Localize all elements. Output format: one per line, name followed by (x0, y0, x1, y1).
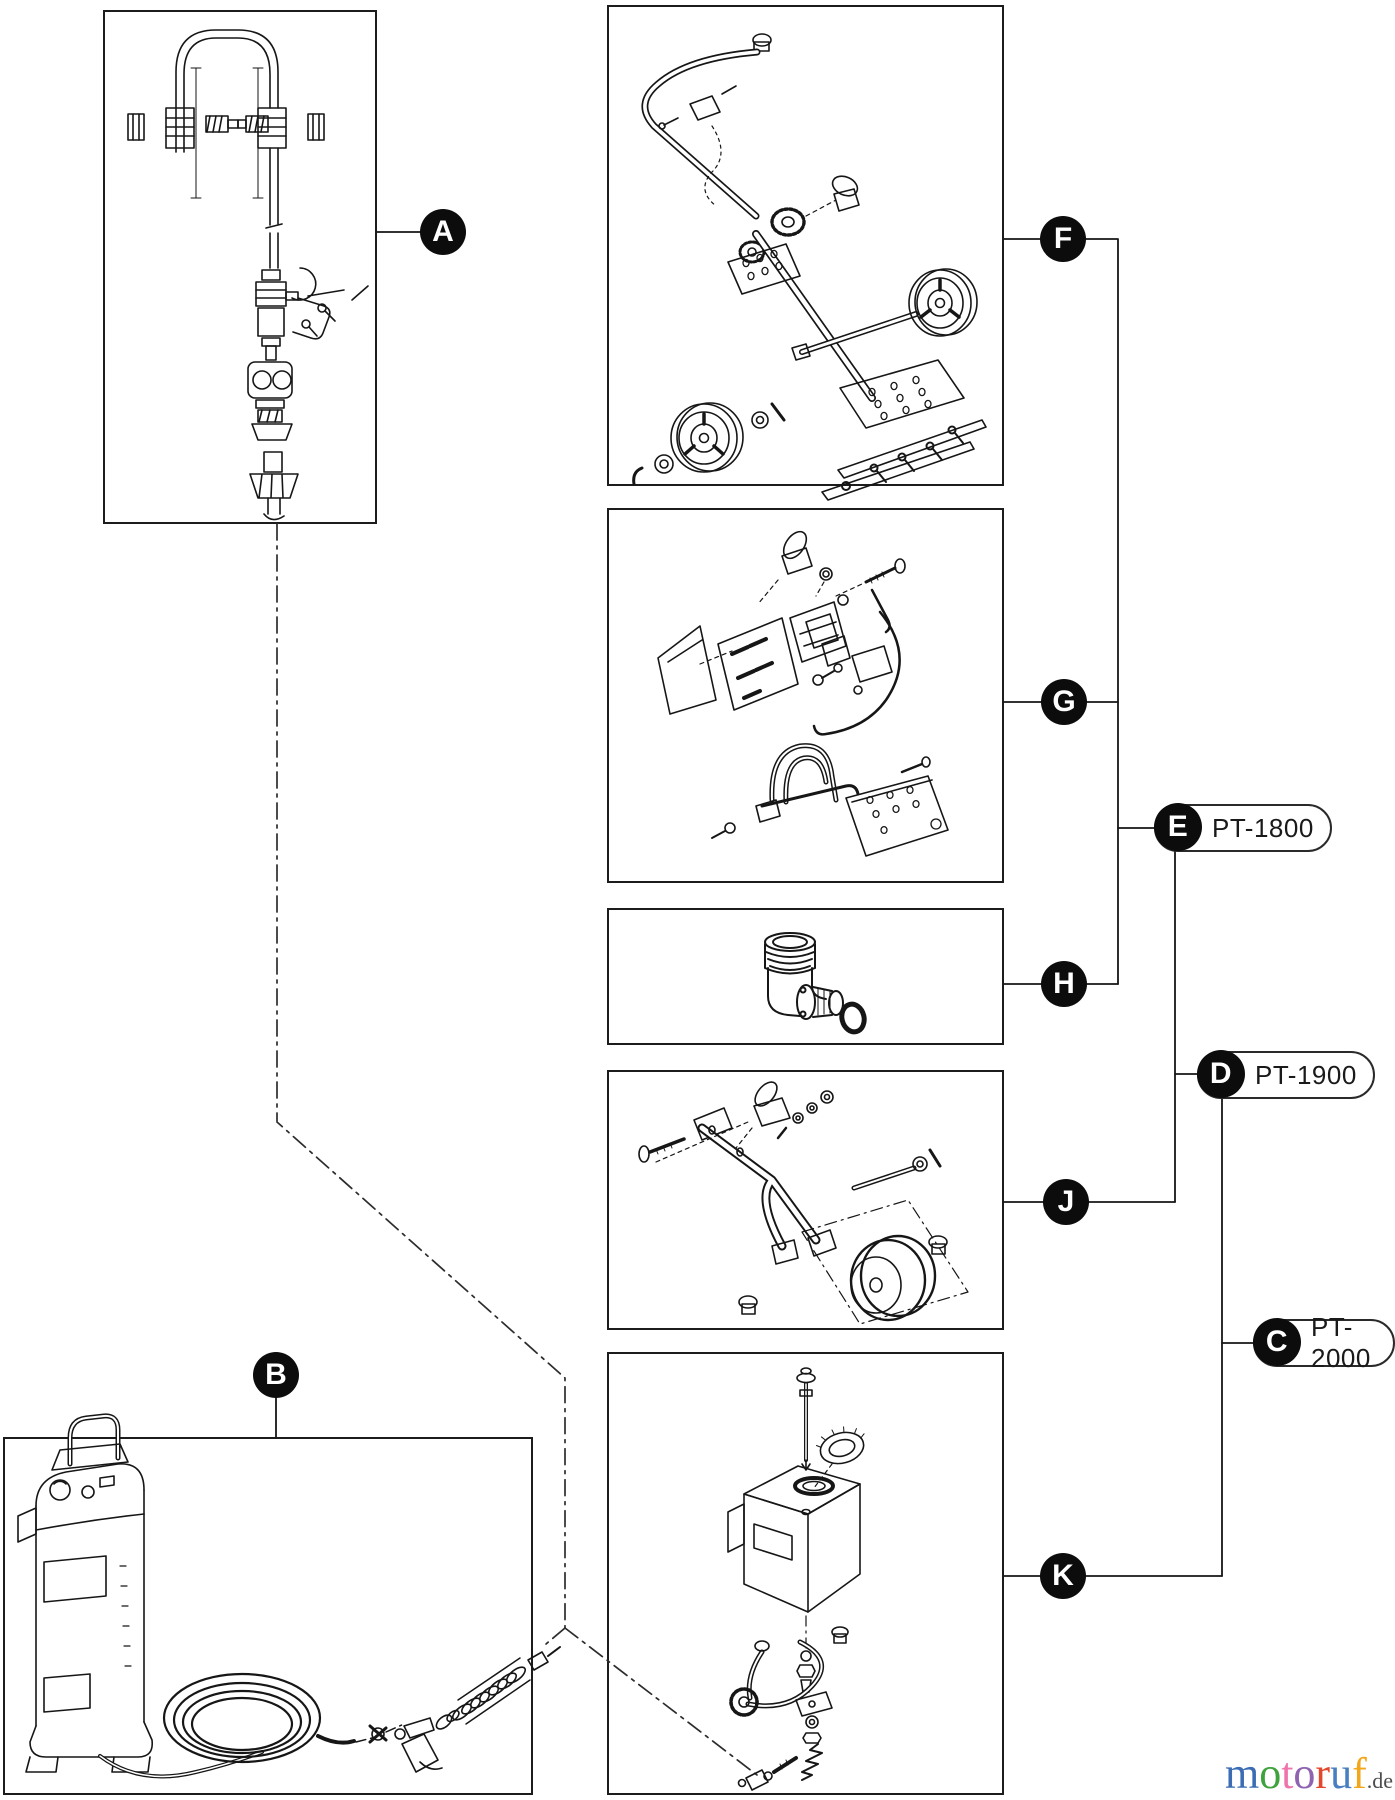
logo-letter: r (1315, 1749, 1331, 1798)
model-tag-pt-1800[interactable] (1154, 804, 1332, 852)
label-j[interactable]: J (1043, 1179, 1089, 1225)
label-g[interactable]: G (1041, 679, 1087, 725)
label-b[interactable]: B (253, 1352, 299, 1398)
box-a-art (128, 30, 368, 520)
box-g-art (658, 528, 948, 856)
connector-e (1118, 828, 1175, 1202)
logo-suffix: .de (1366, 1768, 1393, 1793)
logo-letter: m (1224, 1749, 1260, 1798)
logo-letter: o (1293, 1749, 1316, 1798)
box-f-art (634, 34, 986, 500)
connector-lines (276, 232, 1254, 1576)
connector-f-bus (1004, 239, 1118, 984)
logo-letter: f (1352, 1749, 1367, 1798)
model-name-pt-1800: PT-1800 (1212, 812, 1314, 843)
motoruf-logo[interactable] (1208, 1749, 1393, 1798)
label-e[interactable]: E (1154, 803, 1202, 851)
model-name-pt-1900: PT-1900 (1255, 1059, 1357, 1090)
model-tag-pt-2000[interactable] (1253, 1312, 1395, 1373)
label-f[interactable]: F (1040, 216, 1086, 262)
logo-letter: u (1330, 1749, 1353, 1798)
label-h[interactable]: H (1041, 961, 1087, 1007)
box-h-art (765, 933, 867, 1034)
box-j-art (639, 1078, 968, 1324)
logo-letter: o (1259, 1749, 1282, 1798)
label-d[interactable]: D (1197, 1050, 1245, 1098)
box-k-art (728, 1368, 870, 1790)
label-c[interactable]: C (1253, 1318, 1301, 1366)
connector-d (1175, 1074, 1222, 1576)
label-a[interactable]: A (420, 209, 466, 255)
label-k[interactable]: K (1040, 1553, 1086, 1599)
model-name-pt-2000: PT-2000 (1311, 1312, 1371, 1373)
logo-letter: t (1281, 1749, 1294, 1798)
model-tag-pt-1900[interactable] (1197, 1051, 1375, 1099)
box-b-art (18, 1416, 560, 1777)
